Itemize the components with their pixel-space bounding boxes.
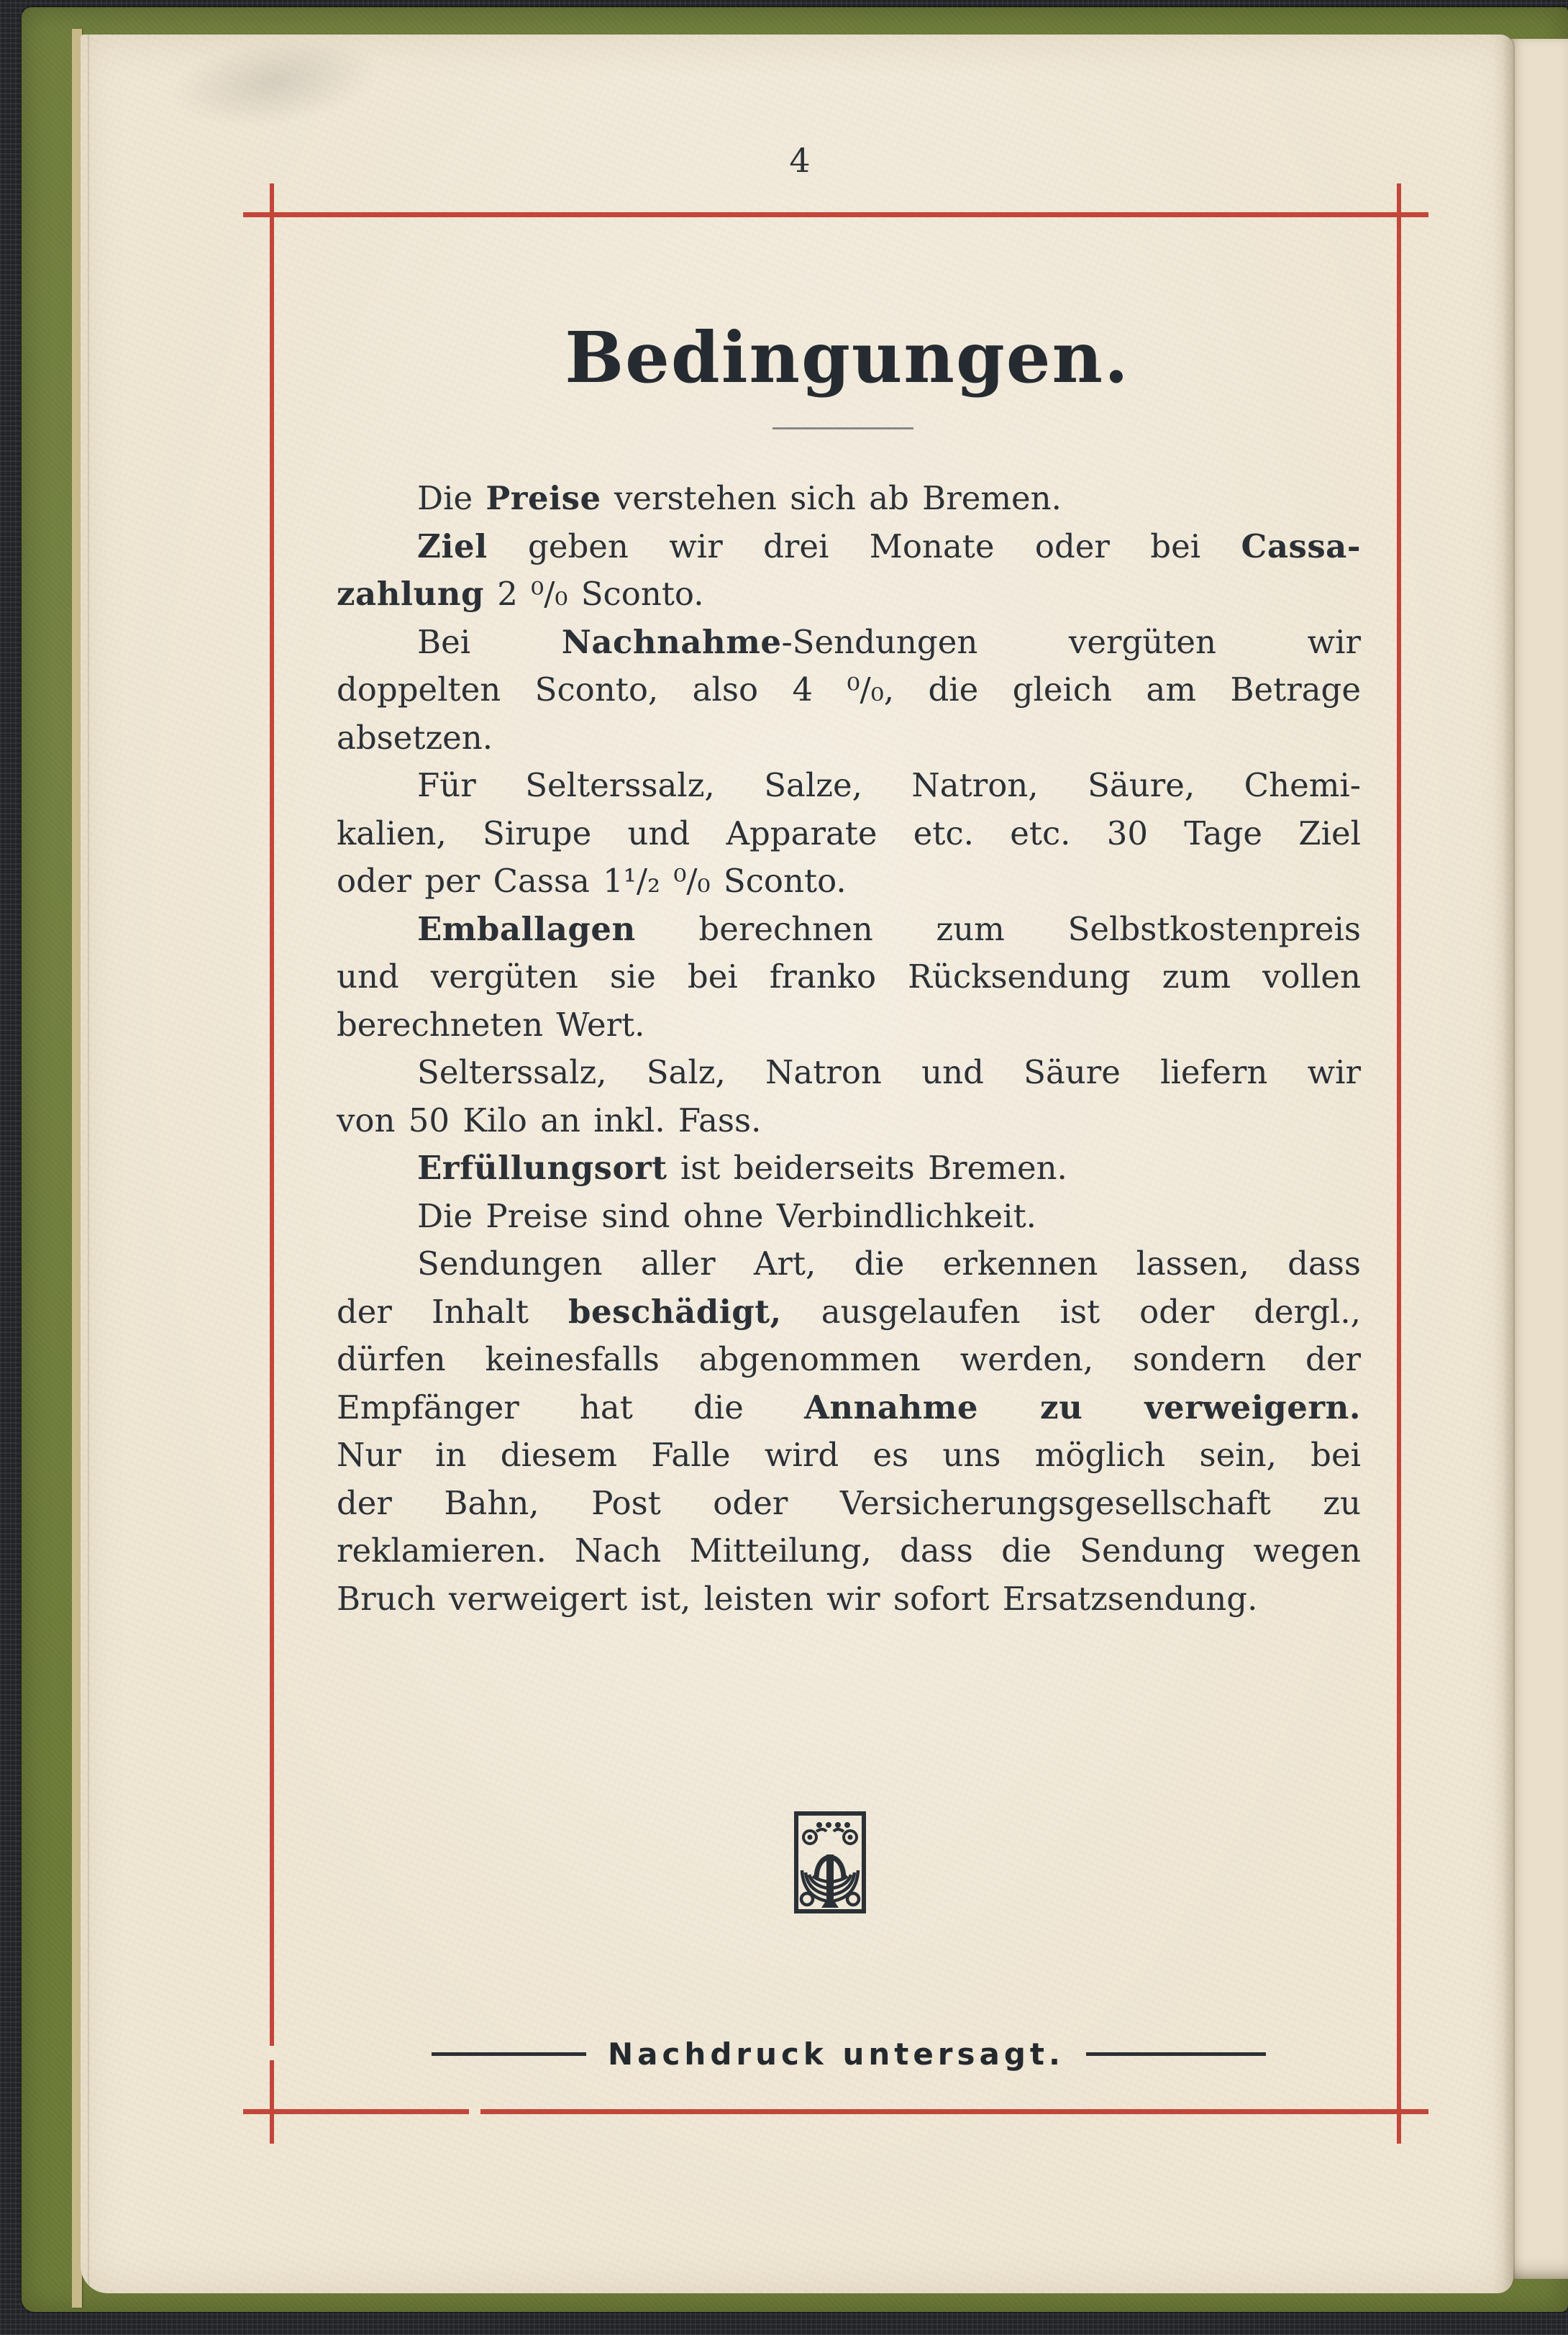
text-line: zahlung 2 ⁰/₀ Sconto. (337, 575, 704, 613)
text-line: Nur in diesem Falle wird es uns möglich sein, bei (337, 1436, 1361, 1474)
text-line: Für Selterssalz, Salze, Natron, Säure, Chemi- (417, 766, 1361, 804)
text-line: Ziel geben wir drei Monate oder bei Cassa- (417, 527, 1361, 565)
text-line: Die Preise verstehen sich ab Bremen. (417, 479, 1062, 517)
red-frame-top-rule (243, 212, 1428, 217)
title-divider (772, 427, 913, 429)
scanned-page (81, 35, 1513, 2293)
text-line: und vergüten sie bei franko Rücksendung zum vollen (337, 957, 1361, 996)
red-frame-left-rule (270, 183, 274, 2144)
text-line: Bruch verweigert ist, leisten wir sofort Ersatzsendung. (337, 1579, 1258, 1618)
text-line: Emballagen berechnen zum Selbstkostenpreis (417, 909, 1361, 948)
red-frame-right-rule (1397, 183, 1401, 2144)
text-line: absetzen. (337, 718, 493, 757)
text-line: Bei Nachnahme-Sendungen vergüten wir (417, 622, 1361, 661)
footer-right-rule (1086, 2052, 1266, 2056)
text-line: Erfüllungsort ist beiderseits Bremen. (417, 1149, 1067, 1187)
winged-printers-mark-icon (793, 1810, 867, 1915)
frame-rule-gap (268, 2046, 275, 2060)
footer-left-rule (432, 2052, 586, 2056)
text-line: Empfänger hat die Annahme zu verweigern. (337, 1388, 1361, 1426)
text-line: berechneten Wert. (337, 1005, 645, 1044)
page-number: 4 (789, 141, 811, 180)
footer-text: Nachdruck untersagt. (608, 2036, 1065, 2072)
gutter-crease (88, 35, 90, 2293)
underlying-page-edge (1508, 39, 1568, 2279)
text-line: doppelten Sconto, also 4 ⁰/₀, die gleich am Betrage (337, 670, 1361, 709)
footer (337, 2029, 1361, 2079)
text-line: Die Preise sind ohne Verbindlichkeit. (417, 1196, 1036, 1235)
text-line: von 50 Kilo an inkl. Fass. (337, 1101, 762, 1139)
frame-rule-gap (469, 2108, 480, 2116)
page-title: Bedingungen. (565, 317, 1130, 399)
red-frame-bottom-rule (243, 2109, 1428, 2114)
text-line: der Bahn, Post oder Versicherungsgesellschaft zu (337, 1483, 1361, 1522)
text-line: dürfen keinesfalls abgenommen werden, sondern der (337, 1340, 1361, 1378)
text-line: Selterssalz, Salz, Natron und Säure liefern wir (417, 1053, 1361, 1091)
text-line: der Inhalt beschädigt, ausgelaufen ist oder dergl., (337, 1292, 1361, 1331)
paper-smudge (162, 24, 388, 140)
text-line: Sendungen aller Art, die erkennen lassen, dass (417, 1244, 1361, 1283)
text-line: oder per Cassa 1¹/₂ ⁰/₀ Sconto. (337, 862, 847, 900)
text-line: reklamieren. Nach Mitteilung, dass die Sendung wegen (337, 1531, 1361, 1570)
body-text (337, 475, 1361, 1623)
text-line: kalien, Sirupe und Apparate etc. etc. 30 Tage Ziel (337, 814, 1361, 852)
